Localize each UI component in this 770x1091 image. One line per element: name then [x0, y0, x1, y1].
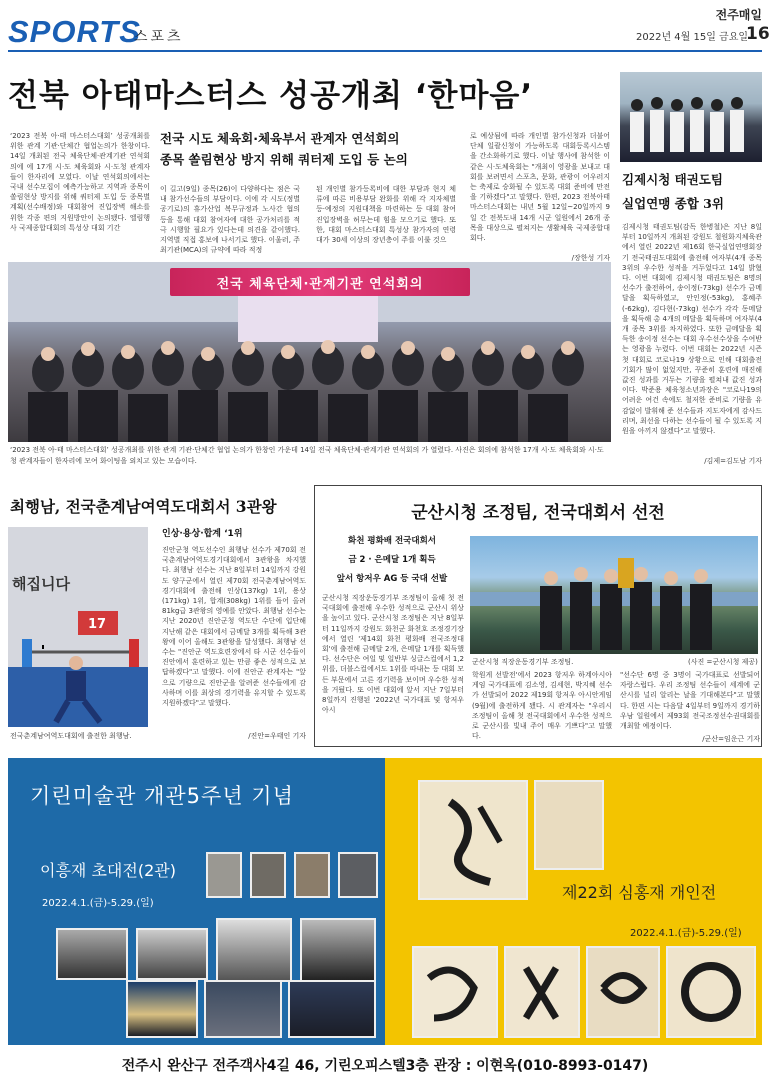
meeting-banner-text: 전국 체육단체·관계기관 연석회의	[216, 276, 424, 292]
main-photo-caption: ‘2023 전북 아·태 마스터스대회’ 성공개최를 위한 관계 기관·단체간 협업 논의가 한창인 가운데 14일 전국 체육단체·관계기관 연석회의 가 열렸다. 사진은 회의에 참석한 17개 시·도 체육회와 시·도청 관계자들이 한자리에 모여 화이팅을 외치고 있는 모습이다.	[10, 446, 604, 465]
taekwondo-byline: /김제=김도남 기자	[701, 456, 762, 466]
main-article-column-2: 이 길고(9일) 종목(26)이 다양하다는 점은 국내 참가선수들의 부담이다. 이에 각 시도(정별 공기로)의 휴가산업 복무규정과 노사간 협의 등을 통해 대회 참여자에 대한 공가처리를 적극 시행할 필요가 있다는데 의견을 같이했다. 지역별 직접 홍보에 나서기로 했다. 이울러, 주최기관(MCA)의 규약에 따라 적정	[160, 185, 300, 255]
header-rule	[8, 50, 762, 52]
main-article-column-3: 된 개인별 참가등록비에 대한 부담과 현지 체류에 따른 비용부담 완화를 위해 각 지자체별 등·예정의 지원대책을 마련하는 등 대회 참여 진입장벽을 허무는데 힘을 모으기로 했다. 또한, 대회 마스터스대회 특성상 참가자의 연령대가 30세 이상의 장년층이 주를 이룰 것으	[316, 185, 456, 245]
gallery-advertisement	[8, 758, 762, 1083]
artwork-thumbnail	[136, 928, 208, 980]
calligraphy-strokes	[668, 948, 754, 1036]
newspaper-name: 전주매일	[715, 8, 762, 22]
calligraphy-artwork	[412, 946, 498, 1038]
weightlifter-photo-caption: 전국춘계남여역도대회에 출전한 최행남.	[10, 732, 132, 740]
taekwondo-headline	[622, 168, 724, 216]
rowing-headline: 군산시청 조정팀, 전국대회서 선전	[411, 503, 665, 523]
artwork-thumbnail	[56, 928, 128, 980]
ad-gallery-address: 전주시 완산구 전주객사4길 46, 기린오피스텔3층 관장 : 이현옥(010-8993-0147)	[121, 1058, 649, 1074]
taekwondo-headline-line-2: 실업연맹 종합 3위	[622, 196, 724, 211]
calligraphy-strokes	[588, 948, 658, 1036]
weightlifter-photo	[8, 527, 148, 727]
taekwondo-team-illustration	[620, 72, 762, 162]
rowing-article-text-3: "선수단 6명 중 3명이 국가대표로 선발되어 자랑스럽다. 우리 조정팀 선수들이 세계에 군산시를 널리 알리는 날을 기대해본다"고 말했다. 한편 시는 다음달 4일부터 9일까지 경기하우남 일원에서 제93회 전국조정선수권대회를 개최할 예정이다.	[620, 671, 760, 731]
section-label: 스포츠	[134, 29, 184, 45]
weightlifting-article-text: 진안군청 역도선수인 최행남 선수가 제70회 전국춘계남여역도경기대회에서 3관왕을 차지했다. 최행남 선수는 지난 8일부터 14일까지 강원도 양구군에서 열린 제70회 전국춘계남여역도경기대회에 출전해 인상(137kg) 1위, 용상(171kg) 1위, 합계(308kg) 1위를 들어 올려 81kg급 3관왕의 영예를 안았다. 최행남 선수는 지난 2020년 진안군청 역도단 수단에 입단해 지난해 같은 대회에서 금메달 3개를 획득해 3관왕에 이어 올해도 3관왕을 달성했다. 최행남 선수는 "진안군 역도호련장에서 타 시군 선수들이 진안에서 훈련하고 있는 만큼 좋은 성적으로 보답하겠다"고 말했다. 이에 진안군 관계자는 "앞으로 기량으로 진안군을 알려준 선수들에게 감사하며 이를 최상의 경기력을 유지할 수 있도록 지원하겠다"고 말했다.	[162, 546, 306, 708]
ad-exhibition-1-date: 2022.4.1.(금)-5.29.(일)	[42, 898, 154, 909]
section-logo: SPORTS	[8, 14, 141, 49]
artwork-thumbnail	[300, 918, 376, 982]
taekwondo-article-body	[622, 222, 762, 466]
rowing-team-photo	[470, 536, 758, 654]
artwork-thumbnail	[204, 980, 282, 1038]
artwork-thumbnail	[216, 918, 292, 982]
rowing-photo-credit: (사진 =군산시청 제공)	[688, 658, 758, 666]
photo-sign-text: 해집니다	[12, 575, 70, 593]
calligraphy-artwork	[418, 780, 528, 900]
weightlifter-illustration	[8, 527, 148, 727]
rowing-article-column-1: 군산시청 직장운동경기부 조정팀이 올해 첫 전국대회에 출전해 우수한 성적으로 군산시 위상을 높이고 있다. 군산시청 조정팀은 지난 8일부터 11일까지 강원도 화천군 화천호 조정경기장에서 열린 '제14회 화천 평화배 전국조정대회'에 출전해 금메달 2개, 은메달 1개를 획득했다. 선수단은 여일 및 일반부 싱글스컬에서 1,2위를, 더블스컬에서도 1위를 따내는 등 대회 모든 부문에서 고른 경기력을 보이며 우수한 성적을 거뒀다. 또 이번 대회에 앞서 지난 7일부터 8일까지 진행된 '2022년 국가대표 및 항저우아시	[322, 594, 464, 715]
ad-title: 기린미술관 개관5주년 기념	[30, 784, 294, 808]
rowing-photo-caption: 군산시청 직장운동경기부 조정팀.	[472, 658, 574, 666]
artwork-thumbnail	[250, 852, 286, 898]
artwork-thumbnail	[206, 852, 242, 898]
rowing-byline: /군산=임운근 기자	[699, 734, 760, 744]
main-subheadline-line-1: 전국 시도 체육회·체육부서 관계자 연석회의	[160, 131, 400, 146]
main-subheadline	[160, 128, 450, 170]
weightlifting-article-body	[162, 545, 306, 741]
weightlifting-byline: /진안=우태인 기자	[245, 731, 306, 741]
rowing-subheadline-line-1: 화천 평화배 전국대회서	[347, 536, 437, 546]
taekwondo-headline-line-1: 김제시청 태권도팀	[622, 172, 723, 187]
photo-score-text: 17	[88, 617, 107, 632]
weightlifting-headline: 최행남, 전국춘계남여역도대회서 3관왕	[10, 497, 277, 516]
main-article-byline: /장한성 기자	[569, 253, 610, 263]
artwork-thumbnail	[126, 980, 198, 1038]
main-headline: 전북 아태마스터스 성공개최 ‘한마음’	[8, 78, 534, 114]
calligraphy-strokes	[420, 782, 526, 898]
artwork-thumbnail	[288, 980, 376, 1038]
calligraphy-artwork	[666, 946, 756, 1038]
calligraphy-artwork	[534, 780, 604, 870]
rowing-subheadline-line-3: 앞서 항저우 AG 등 국대 선발	[336, 574, 448, 584]
artwork-thumbnail	[294, 852, 330, 898]
issue-date: 2022년 4월 15일 금요일	[636, 32, 749, 43]
calligraphy-strokes	[414, 948, 496, 1036]
calligraphy-artwork	[504, 946, 580, 1038]
main-article-column-1: ‘2023 전북 아·태 마스터스대회’ 성공개최를 위한 관계 기관·단체간 협업논의가 한창이다. 14일 개최된 전국 체육단체·관계기관 연석회의에 에 17개 시·도 체육회와 시·도청 관계자들이 한자리에 모였다. 이날 연석회의에서는 국내 선수모집이 예측가능하고 지역과 종목이 쏠림현상 방지를 위해 쿼터제 도입 등 종목별 계획(선수배정)와 대회참여 진입장벽 해소를 위한 각종 편의 지원방안이 논의됐다. 엘림행사 국제종합대회의 특성상 대회 기간	[10, 132, 150, 232]
taekwondo-team-photo	[620, 72, 762, 162]
meeting-banner	[170, 268, 470, 296]
main-subheadline-line-2: 종목 쏠림현상 방지 위해 쿼터제 도입 등 논의	[160, 152, 408, 167]
rowing-article-column-3	[620, 670, 760, 744]
ad-exhibition-2-title: 제22회 심홍재 개인전	[562, 883, 717, 902]
artwork-thumbnail	[338, 852, 378, 898]
rowing-subheadline-line-2: 금 2 · 은메달 1개 획득	[348, 555, 436, 565]
main-article-column-4	[470, 131, 610, 263]
ad-exhibition-2-date: 2022.4.1.(금)-5.29.(일)	[630, 928, 742, 939]
calligraphy-artwork	[586, 946, 660, 1038]
rowing-team-illustration	[470, 536, 758, 654]
main-article-column-4-text: 로 예상됨에 따라 개인별 참가신청과 더불어 단체 일괄신청이 가능하도록 대회등록시스템을 간소화하기로 했다. 이날 행사에 참석한 이같은 시·도체육회는 "개최이 영광을 보내고 대회를 보려면서 스포츠, 문화, 관광이 어우러지는 축제로 승화될 수 있도록 대회 준비에 만전을 기하겠다"고 말했다. 한편, 2023 전북아태마스터스대회는 내년 5월 12일~20일까지 9일 간 전북도내 14개 시군 일원에서 26개 종목을 대상으로 펼쳐지는 생활체육 국제종합대회다.	[470, 132, 610, 243]
taekwondo-article-text: 김제시청 태권도팀(감독 한병철)은 지난 8일부터 10일까지 개최된 강원도 철원화지체육관에서 열린 2022년 제16회 한국실업연맹회장기 전국태권도대회에 출전해 여자부(4개 종목 3위의 우수한 성적을 거두었다고 14일 밝혔다. 이번 대회에 김제시청 태권도팀은 8명의 선수가 출전하여, 송이정(-73kg) 선수가 금메달을 획득하였고, 안인정(-53kg), 홍혜주(-62kg), 김다현(-73kg) 선수가 각각 동메달을 획득해 총 4개의 메달을 획득하며 여자부(4개 종목 3위를 차지하였다. 또한 금메달을 획득한 송이정 선수는 대회 우수선수상을 수여받는 영광을 누렸다. 이번 대회는 2022년 시즌 첫 대회로 코로나19 상황으로 인해 대회출전 기회가 많이 없었지만, 꾸준히 훈련에 매진해 값진 성과를 거두는 기량을 펼쳐내 값진 성과이다. 박준용 체육청소년과장은 "코로나19의 어려운 여건 속에도 철저한 준비로 기량을 유감없이 발휘해 준 선수들과 지도자에게 감사드리며, 최선을 다하는 선수들이 될 수 있도록 지원을 아끼지 않겠다"고 말했다.	[622, 223, 762, 436]
ad-exhibition-1-title: 이흥재 초대전(2관)	[40, 861, 176, 880]
weightlifting-subheadline: 인상·용상·합계 ‘1위	[162, 529, 243, 539]
page-number: 16	[746, 24, 770, 44]
rowing-article-column-2: 학원게 선발전'에서 2023 항저우 하계아시아게임 국가대표에 김소영, 김세현, 박지혜 선수가 선발되어 2022 제19회 항저우 아시안게임(9월)에 출전하게 됐다. 시 관계자는 "우리시 조정팀이 올해 첫 전국대회에서 우수한 성적으로 군산시를 빛내 주어 매우 기쁘다"고 말했다.	[472, 671, 612, 741]
calligraphy-strokes	[506, 948, 578, 1036]
rowing-subheadline	[322, 532, 462, 589]
